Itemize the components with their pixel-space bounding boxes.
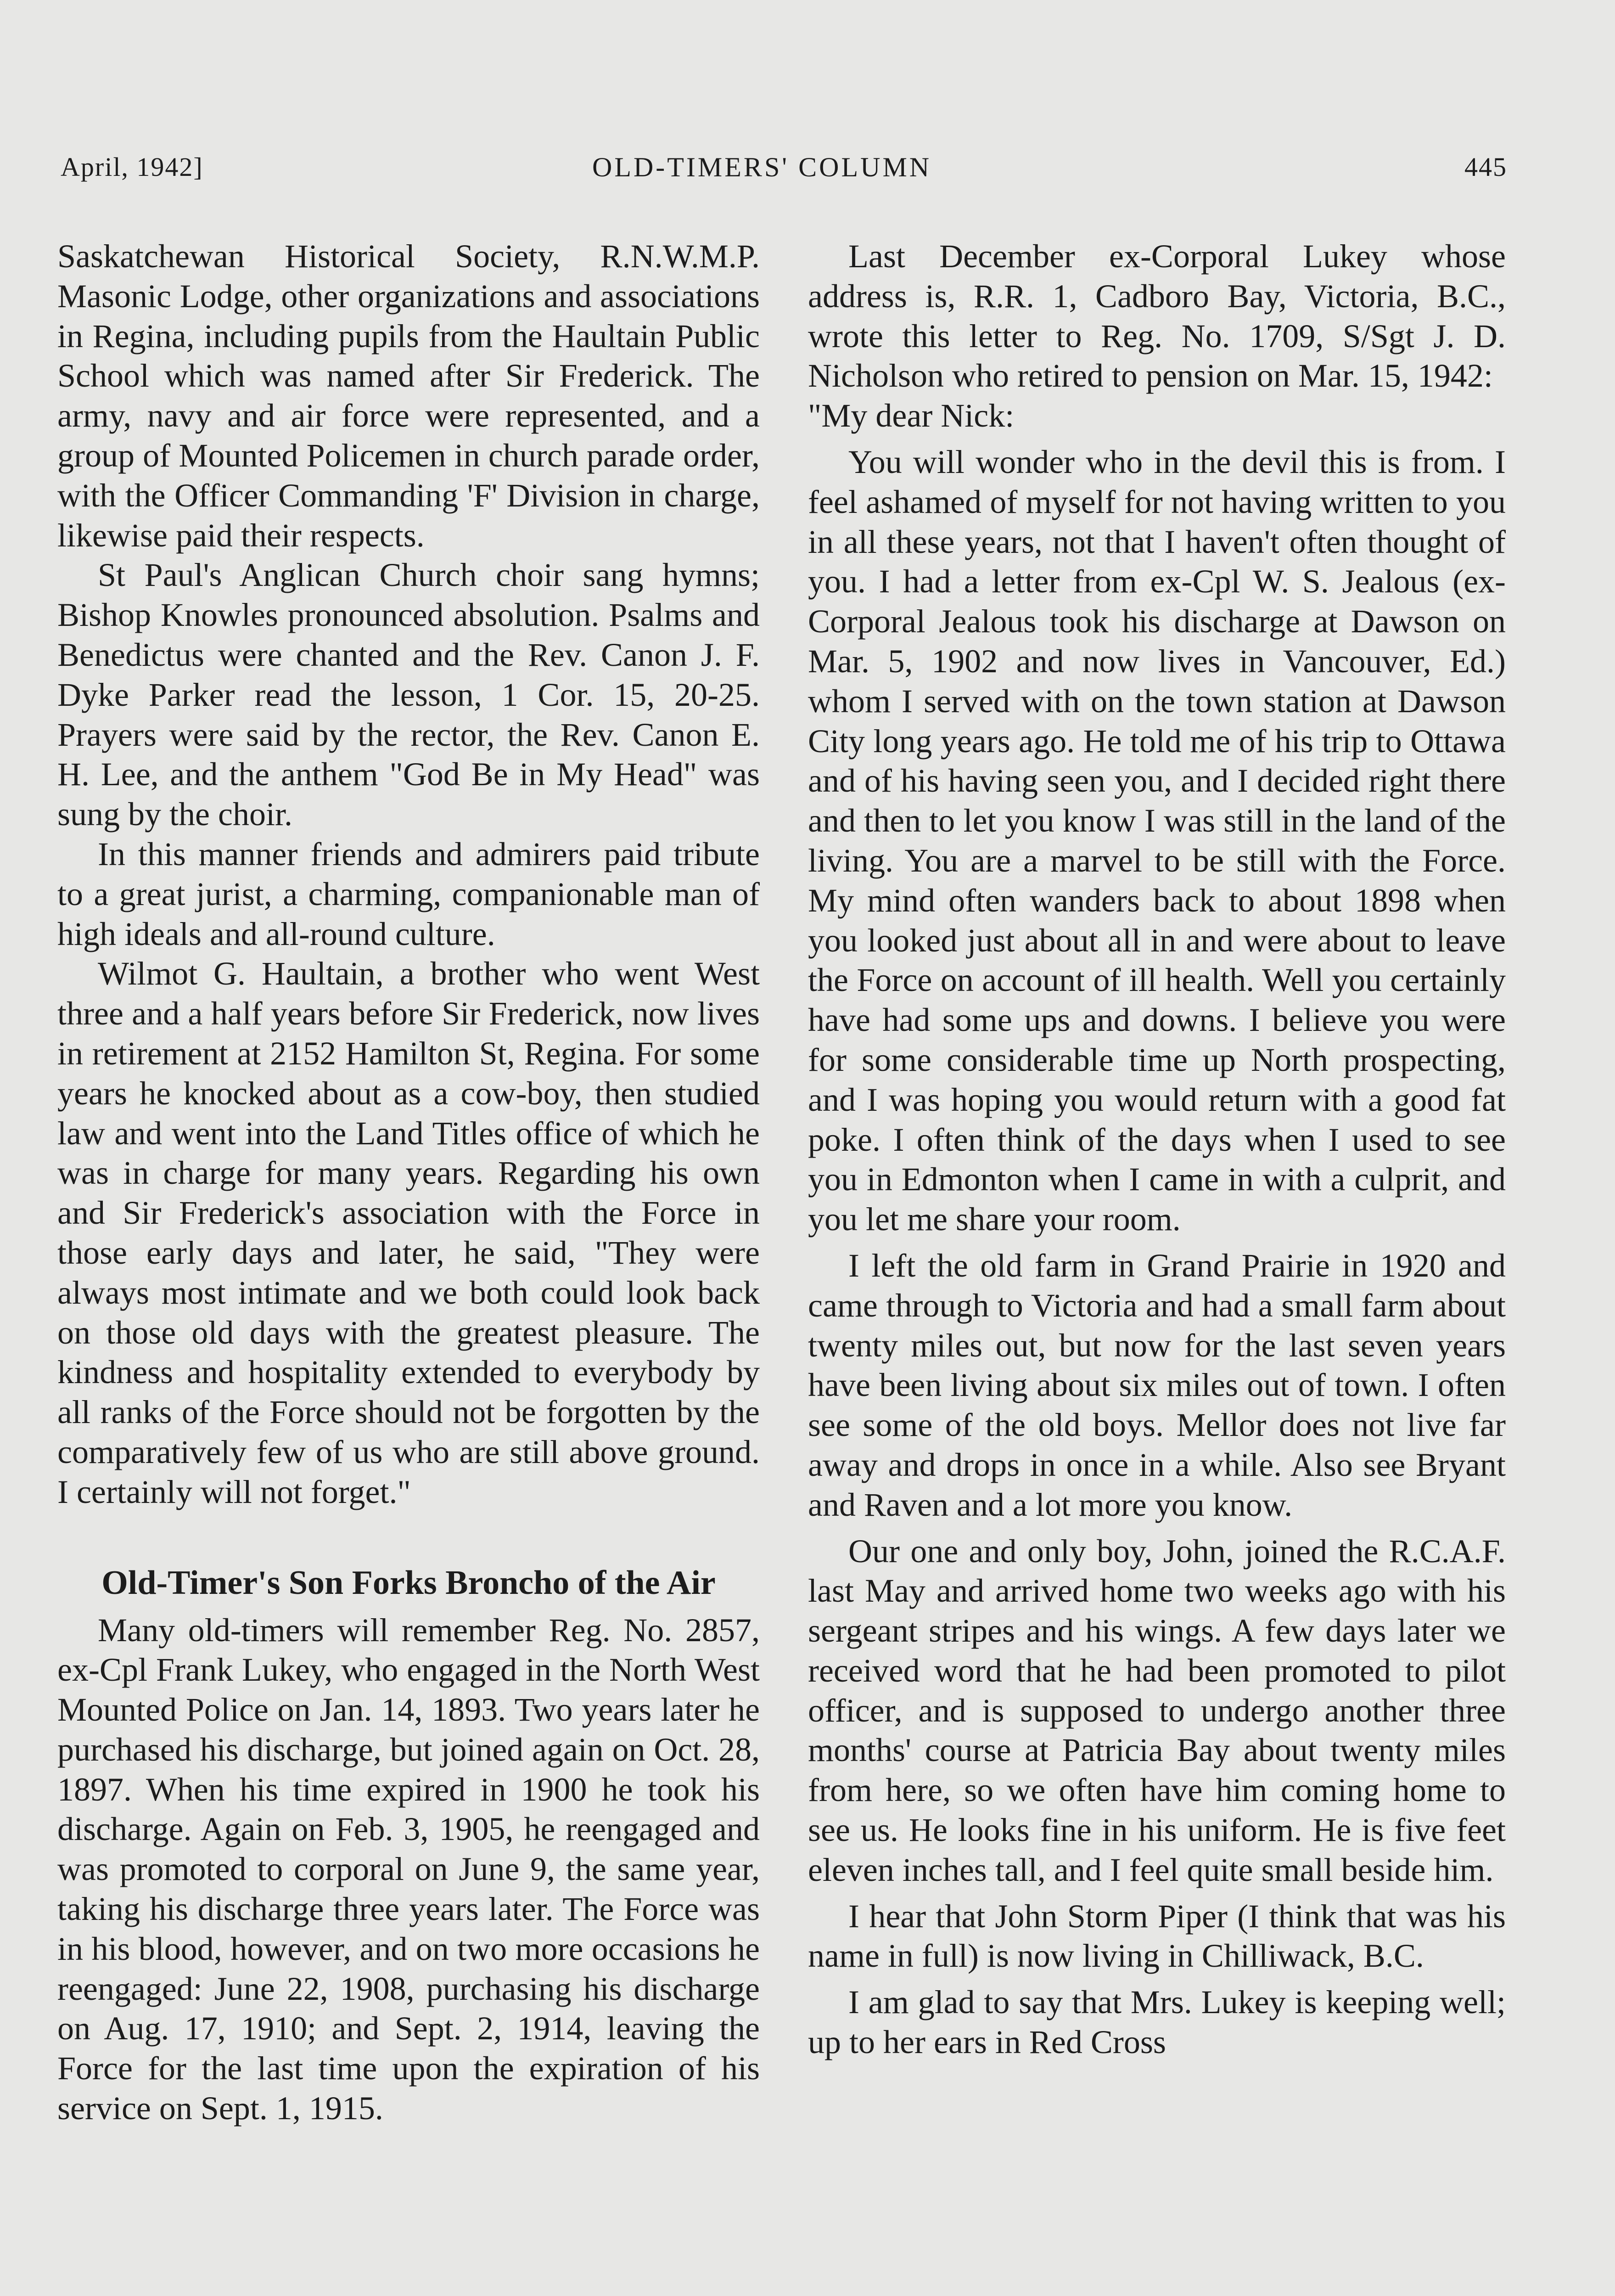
issue-date: April, 1942] [61, 152, 203, 182]
letter-salutation: "My dear Nick: [808, 397, 1015, 434]
letter-intro: Last December ex-Corporal Lukey whose address is, R.R. 1, Cadboro Bay, Victoria, B.C., wrote this letter to Reg. No. 1709, S/Sgt J. D. Nicholson who retired to pension on Mar. 15, 1942: [808, 238, 1506, 394]
running-head [0, 152, 1615, 193]
page-number: 445 [1464, 152, 1507, 182]
right-column [808, 236, 1506, 2062]
column-title: OLD-TIMERS' COLUMN [592, 152, 932, 182]
article-heading: Old-Timer's Son Forks Broncho of the Air [101, 1564, 716, 1602]
paragraph: Saskatchewan Historical Society, R.N.W.M.P. Masonic Lodge, other organizations and associations in Regina, including pupils from the Haultain Public School which was named after Sir Frederick. The army, navy and air force were represented, and a group of Mounted Policemen in church parade order, with the Officer Commanding 'F' Division in charge, likewise paid their respects. [57, 238, 760, 554]
paragraph: Wilmot G. Haultain, a brother who went West three and a half years before Sir Frederick, now lives in retirement at 2152 Hamilton St, Regina. For some years he knocked about as a cow-boy, then studied law and went into the Land Titles office of which he was in charge for many years. Regarding his own and Sir Frederick's association with the Force in those early days and later, he said, "They were always most intimate and we both could look back on those old days with the greatest pleasure. The kindness and hospitality extended to everybody by all ranks of the Force should not be forgotten by the comparatively few of us who are still above ground. I certainly will not forget." [57, 955, 760, 1510]
paragraph: You will wonder who in the devil this is from. I feel ashamed of myself for not having written to you in all these years, not that I haven't often thought of you. I had a letter from ex-Cpl W. S. Jealous (ex-Corporal Jealous took his discharge at Dawson on Mar. 5, 1902 and now lives in Vancouver, Ed.) whom I served with on the town station at Dawson City long years ago. He told me of his trip to Ottawa and of his having seen you, and I decided right there and then to let you know I was still in the land of the living. You are a marvel to be still with the Force. My mind often wanders back to about 1898 when you looked just about all in and were about to leave the Force on account of ill health. Well you certainly have had some ups and downs. I believe you were for some considerable time up North prospecting, and I was hoping you would return with a good fat poke. I often think of the days when I used to see you in Edmonton when I came in with a culprit, and you let me share your room. [808, 443, 1506, 1238]
paragraph: I hear that John Storm Piper (I think that was his name in full) is now living in Chilliwack, B.C. [808, 1897, 1506, 1975]
paragraph: Our one and only boy, John, joined the R.C.A.F. last May and arrived home two weeks ago with his sergeant stripes and his wings. A few days later we received word that he had been promoted to pilot officer, and is supposed to undergo another three months' course at Patricia Bay about twenty miles from here, so we often have him coming home to see us. He looks fine in his uniform. He is five feet eleven inches tall, and I feel quite small beside him. [808, 1532, 1506, 1888]
left-column [57, 236, 760, 2128]
paragraph: St Paul's Anglican Church choir sang hymns; Bishop Knowles pronounced absolution. Psalms and Benedictus were chanted and the Rev. Canon J. F. Dyke Parker read the lesson, 1 Cor. 15, 20-25. Prayers were said by the rector, the Rev. Canon E. H. Lee, and the anthem "God Be in My Head" was sung by the choir. [57, 557, 760, 833]
paragraph: I left the old farm in Grand Prairie in 1920 and came through to Victoria and had a small farm about twenty miles out, but now for the last seven years have been living about six miles out of town. I often see some of the old boys. Mellor does not live far away and drops in once in a while. Also see Bryant and Raven and a lot more you know. [808, 1247, 1506, 1523]
paragraph: Many old-timers will remember Reg. No. 2857, ex-Cpl Frank Lukey, who engaged in the North West Mounted Police on Jan. 14, 1893. Two years later he purchased his discharge, but joined again on Oct. 28, 1897. When his time expired in 1900 he took his discharge. Again on Feb. 3, 1905, he reengaged and was promoted to corporal on June 9, the same year, taking his discharge three years later. The Force was in his blood, however, and on two more occasions he reengaged: June 22, 1908, purchasing his discharge on Aug. 17, 1910; and Sept. 2, 1914, leaving the Force for the last time upon the expiration of his service on Sept. 1, 1915. [57, 1611, 760, 2127]
paragraph: I am glad to say that Mrs. Lukey is keeping well; up to her ears in Red Cross [808, 1984, 1506, 2061]
paragraph: In this manner friends and admirers paid tribute to a great jurist, a charming, companionable man of high ideals and all-round culture. [57, 835, 760, 952]
